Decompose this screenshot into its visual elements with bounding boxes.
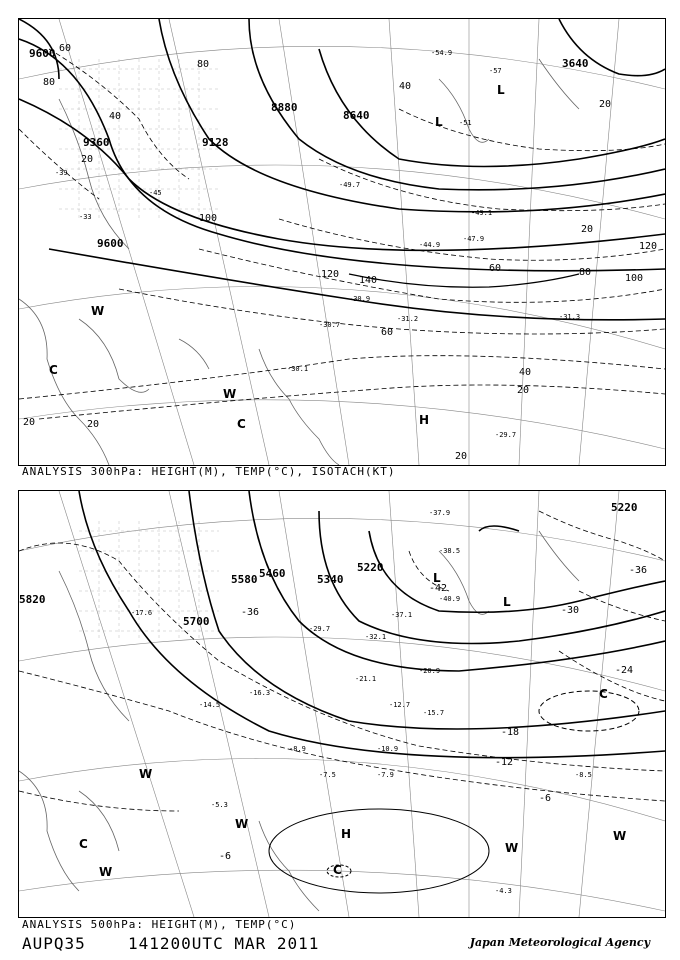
- obs-label: -12.7: [389, 701, 411, 709]
- chart-500hpa: [18, 490, 666, 918]
- temp-label: -44.9: [419, 241, 441, 249]
- cold-symbol: C: [49, 363, 58, 377]
- obs-label: -4.3: [495, 887, 512, 895]
- temp-label: -30.7: [319, 321, 341, 329]
- obs-label: -21.1: [355, 675, 377, 683]
- obs-label: -14.5: [199, 701, 221, 709]
- temp-label: -18: [501, 727, 520, 738]
- height-label: 5220: [357, 561, 384, 574]
- temp-label: -42: [429, 583, 448, 594]
- map-500hpa: [19, 491, 665, 917]
- caption-300hpa: ANALYSIS 300hPa: HEIGHT(M), TEMP(°C), ISOTACH(KT): [22, 465, 396, 478]
- height-label: 5580: [231, 573, 258, 586]
- isotach-label: 60: [381, 327, 394, 338]
- caption-500hpa: ANALYSIS 500hPa: HEIGHT(M), TEMP(°C): [22, 918, 297, 931]
- temp-label: -49.7: [339, 181, 361, 189]
- obs-label: -37.1: [391, 611, 413, 619]
- high-symbol: H: [419, 413, 430, 427]
- temp-label: -49.1: [471, 209, 493, 217]
- warm-symbol: W: [235, 817, 249, 831]
- height-label: 9600: [29, 47, 56, 60]
- chart-300hpa: [18, 18, 666, 466]
- warm-symbol: W: [505, 841, 519, 855]
- cold-symbol: C: [237, 417, 246, 431]
- obs-label: -40.9: [439, 595, 461, 603]
- obs-label: -37.9: [429, 509, 451, 517]
- height-label: 5340: [317, 573, 344, 586]
- temp-label: -6: [539, 793, 552, 804]
- isotach-label: 20: [81, 154, 94, 165]
- temp-label: -12: [495, 757, 514, 768]
- obs-label: -32.1: [365, 633, 387, 641]
- coastline: [19, 59, 579, 465]
- isotach-label: 40: [109, 111, 122, 122]
- isotach-label: 100: [199, 213, 218, 224]
- warm-symbol: W: [223, 387, 237, 401]
- isotach-label: 60: [59, 43, 72, 54]
- high-symbol: H: [341, 827, 352, 841]
- isotach-label: 80: [43, 77, 56, 88]
- height-contours: [79, 491, 665, 758]
- height-label: 9128: [202, 136, 229, 149]
- cold-symbol: C: [599, 687, 608, 701]
- temp-label: -36: [629, 565, 648, 576]
- obs-label: -29.7: [309, 625, 331, 633]
- temp-label: -36: [241, 607, 260, 618]
- isotach-label: 20: [87, 419, 100, 430]
- isotach-label: 20: [581, 224, 594, 235]
- bulletin-code: AUPQ35: [22, 934, 86, 953]
- temp-label: -24: [615, 665, 634, 676]
- low-symbol: L: [497, 83, 505, 97]
- temp-label: -33: [79, 213, 92, 221]
- height-label: 5700: [183, 615, 210, 628]
- isotach-label: 40: [519, 367, 532, 378]
- height-label: 8880: [271, 101, 298, 114]
- temp-label: -30.1: [287, 365, 309, 373]
- cold-symbol: C: [79, 837, 88, 851]
- temp-label: -6: [219, 851, 232, 862]
- temp-label: -39: [55, 169, 68, 177]
- temp-contours: [19, 511, 665, 811]
- obs-label: -38.5: [439, 547, 461, 555]
- temp-label: -31.2: [397, 315, 419, 323]
- height-label: 5460: [259, 567, 286, 580]
- isotach-label: 60: [489, 263, 502, 274]
- height-label: 5820: [19, 593, 46, 606]
- temp-label: -29.7: [495, 431, 517, 439]
- isotach-label: 120: [321, 269, 340, 280]
- isotach-label: 20: [517, 385, 530, 396]
- isotach-label: 140: [359, 275, 378, 286]
- isotach-label: 80: [197, 59, 210, 70]
- obs-label: -7.5: [319, 771, 336, 779]
- height-label: 9600: [97, 237, 124, 250]
- isotach-label: 20: [455, 451, 468, 462]
- temp-label: -47.9: [463, 235, 485, 243]
- coastline: [19, 531, 579, 911]
- temp-label: -30: [561, 605, 580, 616]
- isotach-label: 40: [399, 81, 412, 92]
- obs-label: -8.9: [289, 745, 306, 753]
- graticule: [19, 491, 665, 917]
- isotach-label: 20: [23, 417, 36, 428]
- obs-label: -15.7: [423, 709, 445, 717]
- warm-symbol: W: [139, 767, 153, 781]
- height-label: 9360: [83, 136, 110, 149]
- temp-label: -31.3: [559, 313, 581, 321]
- temp-label: -54.9: [431, 49, 453, 57]
- height-label: 3640: [562, 57, 589, 70]
- obs-label: -8.5: [575, 771, 592, 779]
- isotach-fill: [349, 274, 579, 287]
- obs-label: -10.9: [377, 745, 399, 753]
- obs-label: -17.6: [131, 609, 153, 617]
- low-symbol: L: [435, 115, 443, 129]
- cold-symbol: C: [333, 863, 342, 877]
- low-symbol: L: [433, 571, 441, 585]
- warm-symbol: W: [91, 304, 105, 318]
- analysis-time: 141200UTC MAR 2011: [128, 934, 320, 953]
- height-label: 8640: [343, 109, 370, 122]
- height-label: 5220: [611, 501, 638, 514]
- temp-label: -57: [489, 67, 502, 75]
- temp-label: -45: [149, 189, 162, 197]
- obs-label: -16.3: [249, 689, 271, 697]
- isotach-label: 120: [639, 241, 658, 252]
- temp-label: -51: [459, 119, 472, 127]
- obs-label: -7.9: [377, 771, 394, 779]
- obs-label: -5.3: [211, 801, 228, 809]
- warm-symbol: W: [613, 829, 627, 843]
- agency-name: Japan Meteorological Agency: [469, 936, 650, 949]
- obs-label: -20.9: [419, 667, 441, 675]
- temp-label: -30.9: [349, 295, 371, 303]
- low-symbol: L: [503, 595, 511, 609]
- isotach-label: 20: [599, 99, 612, 110]
- isotach-label: 80: [579, 267, 592, 278]
- isotach-label: 100: [625, 273, 644, 284]
- warm-symbol: W: [99, 865, 113, 879]
